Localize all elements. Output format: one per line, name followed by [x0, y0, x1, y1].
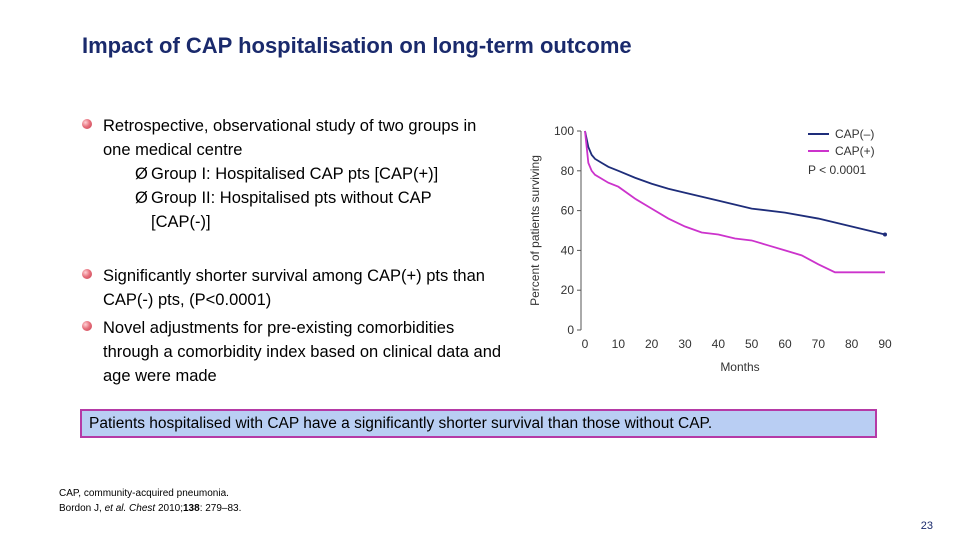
survival-chart: [515, 115, 905, 380]
key-message-box: [80, 409, 877, 438]
sub-bullet-text-continued: [CAP(-)]: [151, 213, 211, 231]
arrow-bullet-icon: Ø: [135, 165, 148, 183]
x-tick-label: 90: [878, 337, 892, 351]
bullet-text: Novel adjustments for pre-existing comorbidities through a comorbidity index based on clinical data and age were made: [103, 319, 502, 385]
sub-bullet-item: [103, 186, 503, 210]
key-message-text: Patients hospitalised with CAP have a significantly shorter survival than those without CAP.: [89, 415, 713, 432]
series-end-point: [883, 232, 887, 236]
footnote-abbreviation: CAP, community-acquired pneumonia.: [59, 488, 229, 499]
y-tick-label: 80: [560, 163, 574, 178]
slide-title: Impact of CAP hospitalisation on long-term outcome: [82, 33, 632, 58]
x-tick-label: 50: [744, 337, 759, 351]
x-tick-label: 40: [711, 337, 726, 351]
bullet-dot-icon: [82, 119, 92, 129]
bullet-text: Retrospective, observational study of two groups in one medical centre: [103, 117, 477, 159]
y-tick-label: 100: [553, 124, 574, 138]
arrow-bullet-icon: Ø: [135, 189, 148, 207]
y-tick-label: 60: [560, 203, 574, 218]
legend-label: CAP(–): [835, 127, 875, 141]
footnote: [59, 486, 241, 516]
x-tick-label: 0: [581, 337, 589, 351]
bullet-dot-icon: [82, 269, 92, 279]
y-tick-label: 20: [560, 283, 574, 298]
bullet-text: Significantly shorter survival among CAP(+) pts than CAP(-) pts, (P<0.0001): [103, 267, 485, 309]
x-tick-label: 60: [778, 337, 792, 351]
legend-label: CAP(+): [835, 144, 875, 158]
y-tick-label: 0: [567, 323, 574, 337]
page-number: 23: [920, 520, 933, 532]
x-tick-label: 70: [811, 337, 826, 351]
p-value-annotation: P < 0.0001: [808, 163, 867, 177]
x-tick-label: 80: [844, 337, 859, 351]
x-tick-label: 20: [644, 337, 659, 351]
bullet-dot-icon: [82, 321, 92, 331]
footnote-reference: Bordon J, et al. Chest 2010;138: 279–83.: [59, 503, 242, 514]
y-axis-label: Percent of patients surviving: [528, 155, 542, 306]
x-tick-label: 10: [611, 337, 626, 351]
sub-bullet-text: Group I: Hospitalised CAP pts [CAP(+)]: [151, 165, 439, 183]
sub-bullet-text: Group II: Hospitalised pts without CAP: [151, 189, 432, 207]
x-axis-label: Months: [720, 360, 760, 374]
x-tick-label: 30: [678, 337, 692, 351]
sub-bullet-item: [103, 162, 503, 186]
y-tick-label: 40: [560, 243, 574, 258]
